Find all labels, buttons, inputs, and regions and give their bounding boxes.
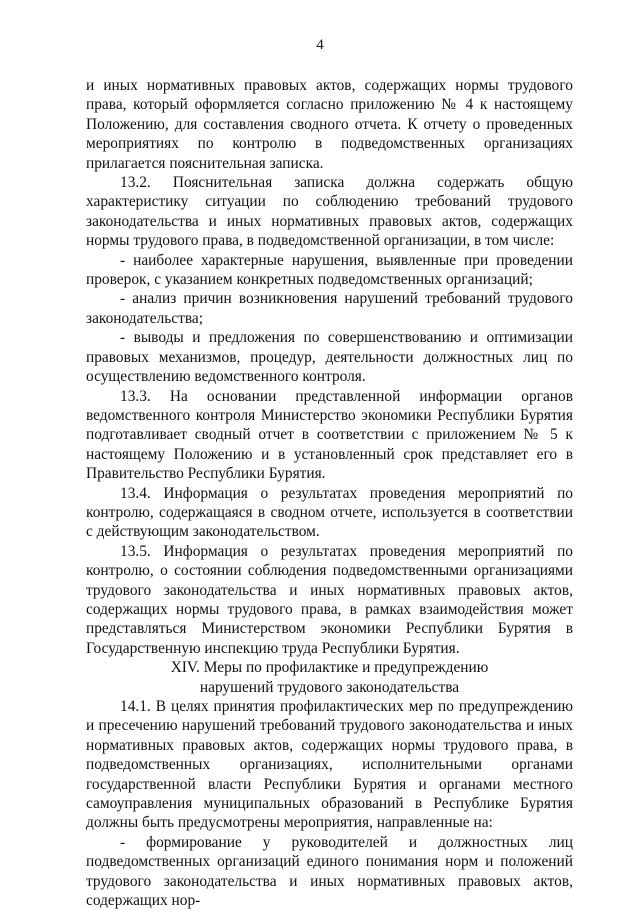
paragraph-14-1: 14.1. В целях принятия профилактических мер по предупреждению и пресечению нарушений требований трудового законодательства и иных нормативных правовых актов, содержащих нормы трудового права, в подведомственных организациях, исполнительными органами государственной власти Республики Бурятия и органами местного самоуправления муниципальных образований в Республике Бурятия должны быть предусмотрены мероприятия, направленные на: [86,698,573,832]
section-heading-line-1: XIV. Меры по профилактике и предупреждению [170,659,489,677]
paragraph-13-2: 13.2. Пояснительная записка должна содержать общую характеристику ситуации по соблюдению требований трудового законодательства и иных нормативных правовых актов, содержащих нормы трудового права, в подведомственной организации, в том числе: [86,174,573,250]
paragraph-continuation: и иных нормативных правовых актов, содержащих нормы трудового права, который оформляется согласно приложению № 4 к настоящему Положению, для составления сводного отчета. К отчету о проведенных мероприятиях по контролю в подведомственных организациях прилагается пояснительная записка. [86,77,573,172]
section-heading-line-2: нарушений трудового законодательства [199,678,460,696]
document-body [86,76,573,910]
list-item-analysis: - анализ причин возникновения нарушений требований трудового законодательства; [86,290,573,327]
paragraph-13-3: 13.3. На основании представленной информации органов ведомственного контроля Министерство экономики Республики Бурятия подготавливает сводный отчет в соответствии с приложением № 5 к настоящему Положению и в установленный срок представляет его в Правительство Республики Бурятия. [86,387,573,483]
list-item-formation: - формирование у руководителей и должностных лиц подведомственных организаций единого понимания норм и положений трудового законодательства и иных нормативных правовых актов, содержащих нор- [86,833,573,910]
paragraph-13-4: 13.4. Информация о результатах проведения мероприятий по контролю, содержащаяся в сводном отчете, используется в соответствии с действующим законодательством. [86,484,573,541]
section-heading-xiv [86,658,573,697]
page-number: 4 [316,37,324,53]
list-item-violations: - наиболее характерные нарушения, выявленные при проведении проверок, с указанием конкретных подведомственных организаций; [86,251,573,289]
paragraph-13-5: 13.5. Информация о результатах проведения мероприятий по контролю, о состоянии соблюдения подведомственными организациями трудового законодательства и иных нормативных правовых актов, содержащих нормы трудового права, в рамках взаимодействия может представляться Министерством экономики Республики Бурятия в Государственную инспекцию труда Республики Бурятия. [86,542,573,657]
list-item-proposals: - выводы и предложения по совершенствованию и оптимизации правовых механизмов, процедур, деятельности должностных лиц по осуществлению ведомственного контроля. [86,329,573,386]
